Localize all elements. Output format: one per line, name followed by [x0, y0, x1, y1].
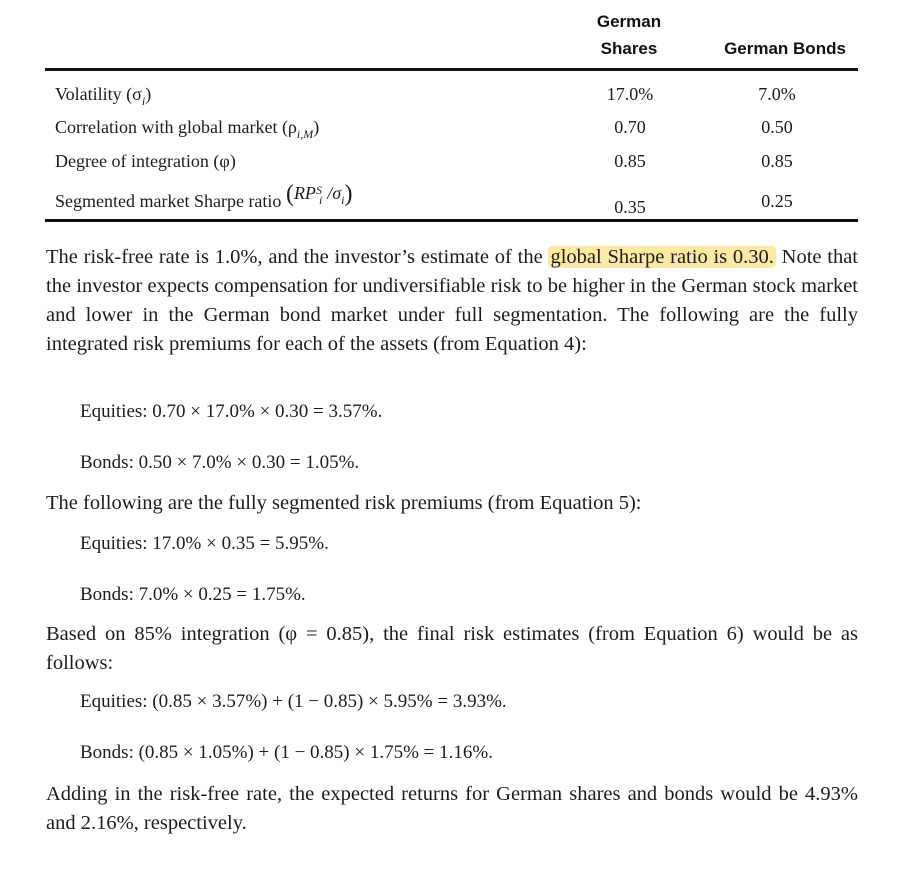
equation-final-bonds: Bonds: (0.85 × 1.05%) + (1 − 0.85) × 1.75% = 1.16%. [80, 742, 493, 763]
header-shares-line2: Shares [600, 39, 658, 58]
paragraph-integration: Based on 85% integration (φ = 0.85), the final risk estimates (from Equation 6) would be as follows: [46, 623, 858, 674]
cell-volatility-bonds: 7.0% [758, 84, 796, 104]
paragraph-expected-returns: Adding in the risk-free rate, the expected returns for German shares and bonds would be 4.93% and 2.16%, respectively. [46, 783, 858, 834]
cell-volatility-shares: 17.0% [606, 84, 654, 104]
paragraph-segmented: The following are the fully segmented risk premiums (from Equation 5): [46, 492, 642, 514]
header-german-shares [560, 8, 698, 62]
cell-integration-shares: 0.85 [614, 151, 646, 171]
header-shares-line1: German [596, 12, 662, 31]
paragraph-risk-free: The risk-free rate is 1.0%, and the investor’s estimate of the global Sharpe ratio is 0.30. Note that the investor expects compensation for undiversifiable risk to be higher in the German stock market and lower in the German bond market under full segmentation. The following are the fully integrated risk premiums for each of the assets (from Equation 4): [46, 246, 858, 355]
highlighted-sharpe-ratio: global Sharpe ratio is 0.30. [550, 246, 774, 268]
equation-segmented-equities: Equities: 17.0% × 0.35 = 5.95%. [80, 533, 329, 554]
row-label-volatility: Volatility $(\sigma_i)$ [55, 84, 152, 108]
cell-correlation-shares: 0.70 [614, 117, 646, 137]
cell-correlation-bonds: 0.50 [761, 117, 793, 137]
table-bottom-rule [45, 219, 858, 222]
header-german-bonds: German Bonds [724, 39, 846, 58]
cell-integration-bonds: 0.85 [761, 151, 793, 171]
row-label-sharpe: Segmented market Sharpe ratio (RP $_{S i}$ $/\sigma_i$) [55, 181, 353, 211]
equation-integrated-equities: Equities: 0.70 × 17.0% × 0.30 = 3.57%. [80, 401, 383, 422]
table-top-rule [45, 68, 858, 71]
row-label-integration: Degree of integration (φ) [55, 151, 236, 171]
cell-sharpe-bonds: 0.25 [761, 191, 793, 211]
equation-final-equities: Equities: (0.85 × 3.57%) + (1 − 0.85) × 5.95% = 3.93%. [80, 691, 507, 712]
row-label-correlation: Correlation with global market $(\rho_{i,M})$ [55, 117, 320, 141]
equation-integrated-bonds: Bonds: 0.50 × 7.0% × 0.30 = 1.05%. [80, 452, 360, 473]
sharpe-formula: (RP $_{S i}$ $/\sigma_i$) [285, 181, 353, 207]
cell-sharpe-shares: 0.35 [614, 197, 646, 217]
equation-segmented-bonds: Bonds: 7.0% × 0.25 = 1.75%. [80, 584, 306, 605]
